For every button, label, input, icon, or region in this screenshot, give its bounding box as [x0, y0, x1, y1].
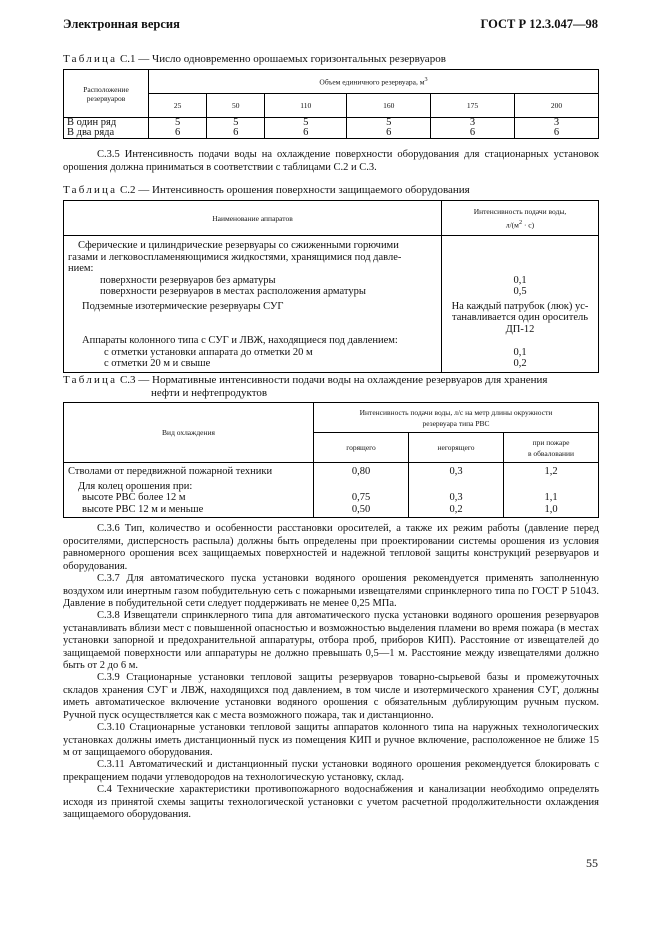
- table2-name-header: Наименование аппаратов: [64, 201, 442, 236]
- table1-cell: 5 6: [149, 118, 207, 139]
- table2: [63, 200, 599, 373]
- paragraph-c36: С.3.6 Тип, количество и особенности расстановки оросителей, а также их режим работы (давление перед оросителями, дисперсность распыла) должны быть определены при проектировании системы орошения из условия равномерного орошения всех защищаемых поверхностей и надежной тепловой защиты конструкций резервуаров и оборудования.: [63, 523, 599, 572]
- table3-burning-header: горящего: [314, 433, 409, 463]
- table3-nonburning-header: негорящего: [409, 433, 504, 463]
- standard-number: ГОСТ Р 12.3.047—98: [480, 17, 598, 31]
- table1-label: Таблица: [63, 53, 118, 65]
- table3-bund-values: 1,2 1,1 1,0: [504, 463, 599, 518]
- table2-caption: [63, 184, 470, 196]
- table1: [63, 69, 599, 139]
- table3-kinds: Стволами от передвижной пожарной техники Для колец орошения при: высоте РВС более 12 м высоте РВС 12 м и меньше: [64, 463, 314, 518]
- paragraph-c35: С.3.5 Интенсивность подачи воды на охлаждение поверхности оборудования для стационарных установок орошения должна приниматься в соответствии с таблицами С.2 и С.3.: [63, 149, 599, 173]
- table2-names: Сферические и цилиндрические резервуары со сжиженными горючими газами и легковоспламеняющимися жидкостями, хранящимися под давле- нием: поверхности резервуаров без арматуры поверхности резервуаров в местах расположения арматуры Подземные изотермические резервуары СУГ Аппараты колонного типа с СУГ и ЛВЖ, находящиеся под давлением: с отметки установки аппарата до отметки 20 м с отметки 20 м и свыше: [64, 236, 442, 373]
- table1-volume-header: 110: [265, 94, 347, 118]
- paragraph-c38: С.3.8 Извещатели спринклерного типа для автоматического пуска установки водяного орошения резервуаров устанавливать вблизи мест с повышенной опасностью и возможностью выделения пламени во время пожара (в местах установки запорной и предохранительной аппаратуры, отбора проб, приборов КИП). Расстояние от извещателей до защищаемой поверхности или аппаратуры не должно превышать 0,5—1 м. Расстояние между извещателями должно быть от 2 до 6 м.: [63, 610, 599, 671]
- table1-group-header: Объем единичного резервуара, $м^3$: [149, 70, 599, 94]
- table2-intensity-header: Интенсивность подачи воды, $л/(м^2 \cdot с)$: [442, 201, 599, 236]
- table1-volume-header: 25: [149, 94, 207, 118]
- table3-title: С.3 — Нормативные интенсивности подачи воды на охлаждение резервуаров для хранения: [119, 374, 548, 386]
- table3-bund-header: при пожаре в обваловании: [504, 433, 599, 463]
- table3-burning-values: 0,80 0,75 0,50: [314, 463, 409, 518]
- table1-col0-header: Расположение резервуаров: [64, 70, 149, 118]
- paragraph-c39: С.3.9 Стационарные установки тепловой защиты резервуаров товарно-сырьевой базы и промежуточных складов хранения СУГ и ЛВЖ, находящихся под давлением, в том числе и изотермического хранения СУГ, должны иметь автоматическое включение установки водяного орошения с обязательным дублирующим ручным пуском. Ручной пуск осуществляется как с места возможного пожара, так и дистанционно.: [63, 672, 599, 721]
- table3-caption: [63, 374, 547, 386]
- paragraph-c311: С.3.11 Автоматический и дистанционный пуски установки водяного орошения рекомендуется блокировать с прекращением подачи углеводородов на технологическую установку, склад.: [63, 759, 599, 783]
- table2-values: 0,1 0,5 На каждый патрубок (люк) ус- танавливается один ороситель ДП-12 0,1 0,2: [442, 236, 599, 373]
- table1-title: С.1 — Число одновременно орошаемых горизонтальных резервуаров: [119, 53, 446, 65]
- page-number: 55: [586, 856, 598, 870]
- table1-volume-header: 200: [514, 94, 598, 118]
- table3: [63, 402, 599, 518]
- table3-title-line2: нефти и нефтепродуктов: [151, 387, 268, 399]
- table1-row-labels: В один ряд В два ряда: [64, 118, 149, 139]
- table1-volume-header: 50: [207, 94, 265, 118]
- table1-volume-header: 175: [431, 94, 515, 118]
- table-row: [64, 236, 599, 373]
- table3-label: Таблица: [63, 374, 118, 386]
- table-row: [64, 463, 599, 518]
- table1-caption: [63, 53, 446, 65]
- table2-title: С.2 — Интенсивность орошения поверхности защищаемого оборудования: [119, 184, 470, 196]
- paragraph-c4: С.4 Технические характеристики противопожарного водоснабжения и канализации необходимо определять исходя из принятой схемы защиты технологической установки с учетом расчетной продолжительности охлаждения защищаемого оборудования.: [63, 784, 599, 820]
- table1-cell: 5 6: [265, 118, 347, 139]
- table3-group-header: Интенсивность подачи воды, л/с на метр длины окружности резервуара типа РВС: [314, 403, 599, 433]
- table2-label: Таблица: [63, 184, 118, 196]
- table1-cell: 3 6: [431, 118, 515, 139]
- table1-cell: 3 6: [514, 118, 598, 139]
- table1-cell: 5 6: [207, 118, 265, 139]
- edition-label: Электронная версия: [63, 17, 180, 31]
- table3-kind-header: Вид охлаждения: [64, 403, 314, 463]
- table3-nonburning-values: 0,3 0,3 0,2: [409, 463, 504, 518]
- table1-volume-header: 160: [347, 94, 431, 118]
- table1-cell: 5 6: [347, 118, 431, 139]
- table-row: [64, 118, 599, 139]
- paragraph-c37: С.3.7 Для автоматического пуска установки водяного орошения рекомендуется применять заполненную воздухом или инертным газом побудительную сеть с пожарными извещателями спринклерного типа по ГОСТ Р 51043. Давление в побудительной сети следует поддерживать не менее 0,25 МПа.: [63, 573, 599, 609]
- paragraph-c310: С.3.10 Стационарные установки тепловой защиты аппаратов колонного типа на наружных технологических установках должны иметь дистанционный пуск из помещения КИП и ручное включение, расположенное не ближе 15 м от защищаемого оборудования.: [63, 722, 599, 758]
